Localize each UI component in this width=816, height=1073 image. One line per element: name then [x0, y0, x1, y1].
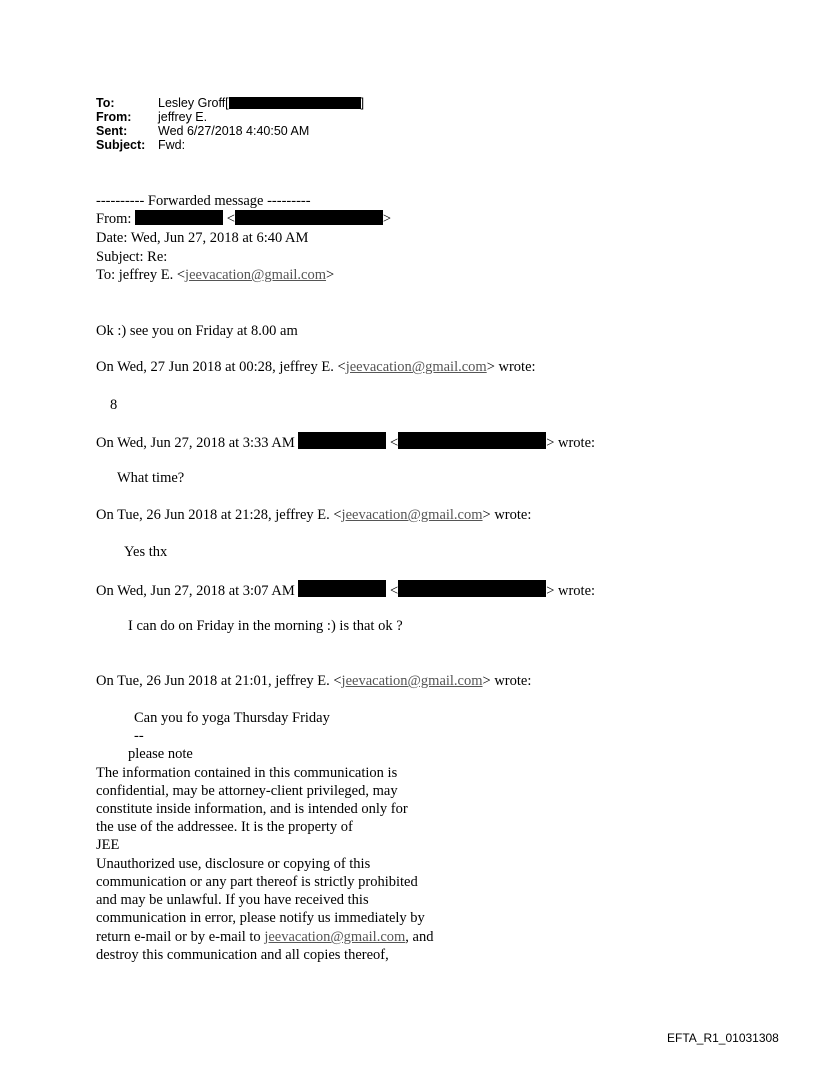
disclaimer-line: communication or any part thereof is strictly prohibited — [96, 874, 418, 890]
signature-dash: -- — [134, 728, 144, 744]
disclaimer-line: Unauthorized use, disclosure or copying of this — [96, 856, 371, 872]
to-name: Lesley Groff — [158, 96, 226, 110]
email-link[interactable]: jeevacation@gmail.com — [341, 507, 483, 523]
forward-from-label: From: — [96, 211, 132, 227]
message-2: 8 — [110, 397, 118, 413]
signature-note: please note — [128, 746, 193, 762]
message-5: I can do on Friday in the morning :) is that ok ? — [128, 618, 403, 634]
subject-value: Fwd: — [158, 138, 186, 152]
email-link[interactable]: jeevacation@gmail.com — [264, 929, 406, 945]
message-1: Ok :) see you on Friday at 8.00 am — [96, 323, 298, 339]
email-link[interactable]: jeevacation@gmail.com — [345, 359, 487, 375]
forward-divider: ---------- Forwarded message --------- — [96, 193, 311, 209]
redaction-bar — [235, 210, 383, 225]
disclaimer-line: The information contained in this communication is — [96, 765, 398, 781]
message-3: What time? — [117, 470, 185, 486]
to-label: To: — [96, 96, 115, 110]
from-label: From: — [96, 110, 132, 124]
document-id: EFTA_R1_01031308 — [667, 1031, 779, 1045]
redaction-bar — [398, 432, 546, 449]
from-value: jeffrey E. — [158, 110, 208, 124]
to-value: Lesley Groff[ ] — [158, 96, 365, 110]
sent-label: Sent: — [96, 124, 128, 138]
attribution-3: On Tue, 26 Jun 2018 at 21:28, jeffrey E. <jeevacation@gmail.com> wrote: — [96, 507, 532, 523]
redaction-bar — [398, 580, 546, 597]
email-header — [96, 96, 496, 156]
forward-from: From: < > — [96, 211, 392, 227]
redaction-bar — [229, 97, 361, 109]
email-link[interactable]: jeevacation@gmail.com — [341, 673, 483, 689]
message-6: Can you fo yoga Thursday Friday — [134, 710, 330, 726]
disclaimer-line: and may be unlawful. If you have received this — [96, 892, 369, 908]
message-4: Yes thx — [124, 544, 168, 560]
disclaimer-line: destroy this communication and all copies thereof, — [96, 947, 389, 963]
disclaimer-line: return e-mail or by e-mail to jeevacation@gmail.com, and — [96, 929, 434, 945]
disclaimer-line: communication in error, please notify us immediately by — [96, 910, 425, 926]
sent-value: Wed 6/27/2018 4:40:50 AM — [158, 124, 310, 138]
attribution-5: On Tue, 26 Jun 2018 at 21:01, jeffrey E. <jeevacation@gmail.com> wrote: — [96, 673, 532, 689]
forward-subject: Subject: Re: — [96, 249, 168, 265]
disclaimer-line: the use of the addressee. It is the property of — [96, 819, 353, 835]
email-link[interactable]: jeevacation@gmail.com — [185, 267, 327, 283]
forward-date: Date: Wed, Jun 27, 2018 at 6:40 AM — [96, 230, 309, 246]
redaction-bar — [298, 580, 386, 597]
attribution-1: On Wed, 27 Jun 2018 at 00:28, jeffrey E. <jeevacation@gmail.com> wrote: — [96, 359, 536, 375]
disclaimer-line: confidential, may be attorney-client privileged, may — [96, 783, 398, 799]
subject-label: Subject: — [96, 138, 146, 152]
attribution-2: On Wed, Jun 27, 2018 at 3:33 AM < > wrote: — [96, 432, 595, 452]
redaction-bar — [298, 432, 386, 449]
disclaimer-line: constitute inside information, and is intended only for — [96, 801, 408, 817]
disclaimer-line: JEE — [96, 837, 120, 853]
redaction-bar — [135, 210, 223, 225]
forward-to: To: jeffrey E. <jeevacation@gmail.com> — [96, 267, 335, 283]
attribution-4: On Wed, Jun 27, 2018 at 3:07 AM < > wrote: — [96, 580, 595, 600]
